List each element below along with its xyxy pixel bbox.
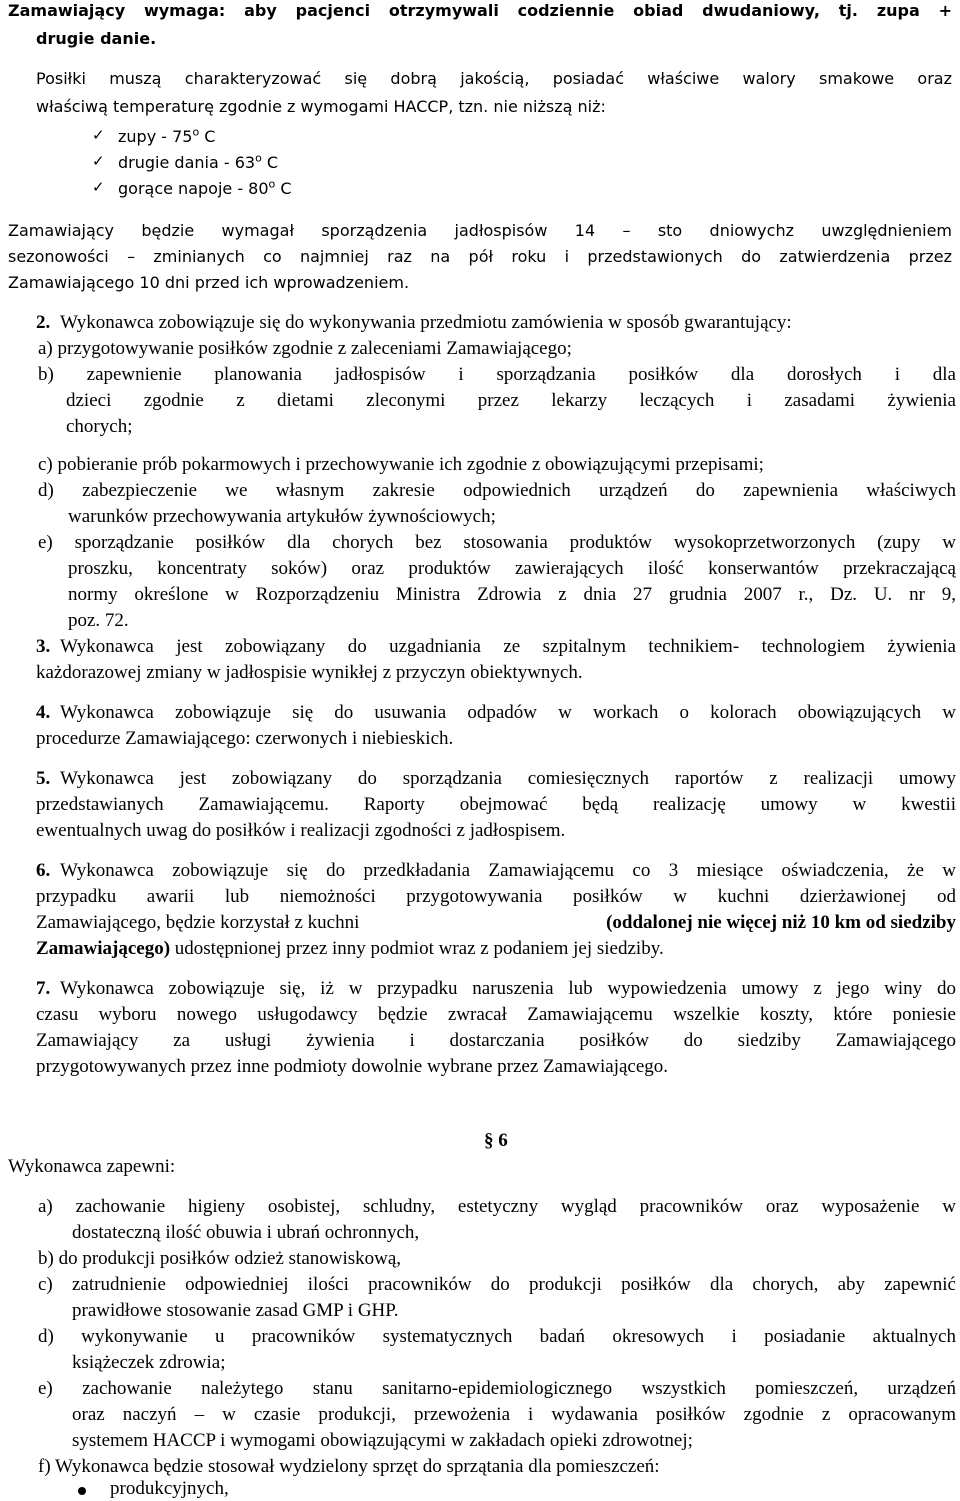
section-2-item-e-line-4: poz. 72.: [68, 610, 129, 631]
section-2-number: 2.: [36, 312, 51, 333]
section-6-line-3: [36, 912, 956, 934]
temp-item-hot-drinks: gorące napoje - 80$^o$ C: [118, 177, 292, 198]
section-6-number: 6.: [36, 860, 51, 881]
section-2-item-b-line-3: chorych;: [66, 416, 133, 437]
section-6-line-3-part-b: (oddalonej nie więcej niż 10 km od siedziby: [606, 912, 956, 933]
checkmark-icon: ✓: [92, 126, 105, 144]
section-6-line-3-part-a: Zamawiającego, będzie korzystał z kuchni: [36, 912, 360, 933]
bullet-icon: [78, 1487, 86, 1495]
section-4-line-2: procedurze Zamawiającego: czerwonych i niebieskich.: [36, 728, 454, 749]
intro-bold-line-1: Zamawiający wymaga: aby pacjenci otrzymywali codziennie obiad dwudaniowy, tj. zupa +: [8, 1, 952, 20]
paragraph-item-e-line-2: oraz naczyń – w czasie produkcji, przewożenia i wydawania posiłków zgodnie z opracowanym: [72, 1404, 956, 1425]
section-5-number: 5.: [36, 768, 51, 789]
paragraph-item-b: b) do produkcji posiłków odzież stanowiskową,: [38, 1248, 402, 1269]
paragraph-lead: Wykonawca zapewni:: [8, 1156, 176, 1177]
paragraph-item-e-line-3: systemem HACCP i wymogami obowiązującymi w zakładach opieki zdrowotnej;: [72, 1430, 693, 1451]
section-2-line-1: Wykonawca zobowiązuje się do wykonywania przedmiotu zamówienia w sposób gwarantujący:: [60, 312, 792, 333]
paragraph-item-a-line-1: a) zachowanie higieny osobistej, schludny, estetyczny wygląd pracowników oraz wyposażenie w: [38, 1196, 956, 1217]
section-7-line-4: przygotowywanych przez inne podmioty dowolnie wybrane przez Zamawiającego.: [36, 1056, 669, 1077]
section-7-line-2: czasu wyboru nowego usługodawcy będzie zwracał Zamawiającemu wszelkie koszty, które poniesie: [36, 1004, 956, 1025]
paragraph-item-a-line-2: dostateczną ilość obuwia i ubrań ochronnych,: [72, 1222, 420, 1243]
intro-menu-line-2: sezonowości – zminianych co najmniej raz na pół roku i przedstawionych do zatwierdzenia przez: [8, 247, 952, 266]
intro-paragraph-line-1: Posiłki muszą charakteryzować się dobrą jakością, posiadać właściwe walory smakowe oraz: [36, 69, 952, 88]
section-5-line-2: przedstawianych Zamawiającemu. Raporty obejmować będą realizację umowy w kwestii: [36, 794, 956, 815]
checkmark-icon: ✓: [92, 152, 105, 170]
section-2-item-a: a) przygotowywanie posiłków zgodnie z zaleceniami Zamawiającego;: [38, 338, 572, 359]
section-3-line-2: każdorazowej zmiany w jadłospisie wynikłej z przyczyn obiektywnych.: [36, 662, 583, 683]
section-3-number: 3.: [36, 636, 51, 657]
section-7-line-1: Wykonawca zobowiązuje się, iż w przypadku naruszenia lub wypowiedzenia umowy z jego winy do: [60, 978, 956, 999]
intro-bold-line-2: drugie danie.: [36, 29, 157, 48]
section-2-item-b-line-1: b) zapewnienie planowania jadłospisów i sporządzania posiłków dla dorosłych i dla: [38, 364, 956, 385]
section-6-line-2: przypadku awarii lub niemożności przygotowywania posiłków w kuchni dzierżawionej od: [36, 886, 956, 907]
section-6-line-4-bold: Zamawiającego): [36, 938, 171, 959]
paragraph-heading: § 6: [484, 1130, 508, 1151]
temp-item-main-dishes: drugie dania - 63$^o$ C: [118, 151, 279, 172]
section-2-item-e-line-2: proszku, koncentraty soków) oraz produktów zawierających ilość konserwantów przekraczającą: [68, 558, 956, 579]
paragraph-item-e-line-1: e) zachowanie należytego stanu sanitarno-epidemiologicznego wszystkich pomieszczeń, urządzeń: [38, 1378, 956, 1399]
paragraph-item-f: f) Wykonawca będzie stosował wydzielony sprzęt do sprzątania dla pomieszczeń:: [38, 1456, 660, 1477]
section-7-line-3: Zamawiający za usługi żywienia i dostarczania posiłków do siedziby Zamawiającego: [36, 1030, 956, 1051]
paragraph-item-d-line-1: d) wykonywanie u pracowników systematycznych badań okresowych i posiadanie aktualnych: [38, 1326, 956, 1347]
paragraph-item-c-line-1: c) zatrudnienie odpowiedniej ilości pracowników do produkcji posiłków dla chorych, aby zapewnić: [38, 1274, 956, 1295]
section-4-number: 4.: [36, 702, 51, 723]
section-5-line-3: ewentualnych uwag do posiłków i realizacji zgodności z jadłospisem.: [36, 820, 566, 841]
intro-menu-line-1: Zamawiający będzie wymagał sporządzenia jadłospisów 14 – sto dniowychz uwzględnieniem: [8, 221, 952, 240]
section-2-item-d-line-2: warunków przechowywania artykułów żywnościowych;: [68, 506, 496, 527]
section-2-item-e-line-3: normy określone w Rozporządzeniu Ministra Zdrowia z dnia 27 grudnia 2007 r., Dz. U. nr 9,: [68, 584, 956, 605]
section-2-item-e-line-1: e) sporządzanie posiłków dla chorych bez stosowania produktów wysokoprzetworzonych (zupy w: [38, 532, 956, 553]
section-2-item-c: c) pobieranie prób pokarmowych i przechowywanie ich zgodnie z obowiązującymi przepisami;: [38, 454, 764, 475]
paragraph-item-d-line-2: książeczek zdrowia;: [72, 1352, 226, 1373]
section-7-number: 7.: [36, 978, 51, 999]
section-2-item-d-line-1: d) zabezpieczenie we własnym zakresie odpowiednich urządzeń do zapewnienia właściwych: [38, 480, 956, 501]
intro-paragraph-line-2: właściwą temperaturę zgodnie z wymogami HACCP, tzn. nie niższą niż:: [36, 97, 606, 116]
section-3-line-1: Wykonawca jest zobowiązany do uzgadniania ze szpitalnym technikiem- technologiem żywienia: [60, 636, 956, 657]
intro-menu-line-3: Zamawiającego 10 dni przed ich wprowadzeniem.: [8, 273, 410, 292]
section-2-item-b-line-2: dzieci zgodnie z dietami zleconymi przez lekarzy leczących i zasadami żywienia: [66, 390, 956, 411]
section-4-line-1: Wykonawca zobowiązuje się do usuwania odpadów w workach o kolorach obowiązujących w: [60, 702, 956, 723]
paragraph-item-c-line-2: prawidłowe stosowanie zasad GMP i GHP.: [72, 1300, 399, 1321]
section-6-line-1: Wykonawca zobowiązuje się do przedkładania Zamawiającemu co 3 miesiące oświadczenia, że w: [60, 860, 956, 881]
section-5-line-1: Wykonawca jest zobowiązany do sporządzania comiesięcznych raportów z realizacji umowy: [60, 768, 956, 789]
paragraph-item-f-bullet-1: produkcyjnych,: [110, 1478, 229, 1499]
checkmark-icon: ✓: [92, 178, 105, 196]
section-6-line-4: [36, 938, 664, 960]
section-6-line-4-rest: udostępnionej przez inny podmiot wraz z podaniem jej siedziby.: [170, 938, 664, 959]
temp-item-soups: zupy - 75$^o$ C: [118, 125, 216, 146]
